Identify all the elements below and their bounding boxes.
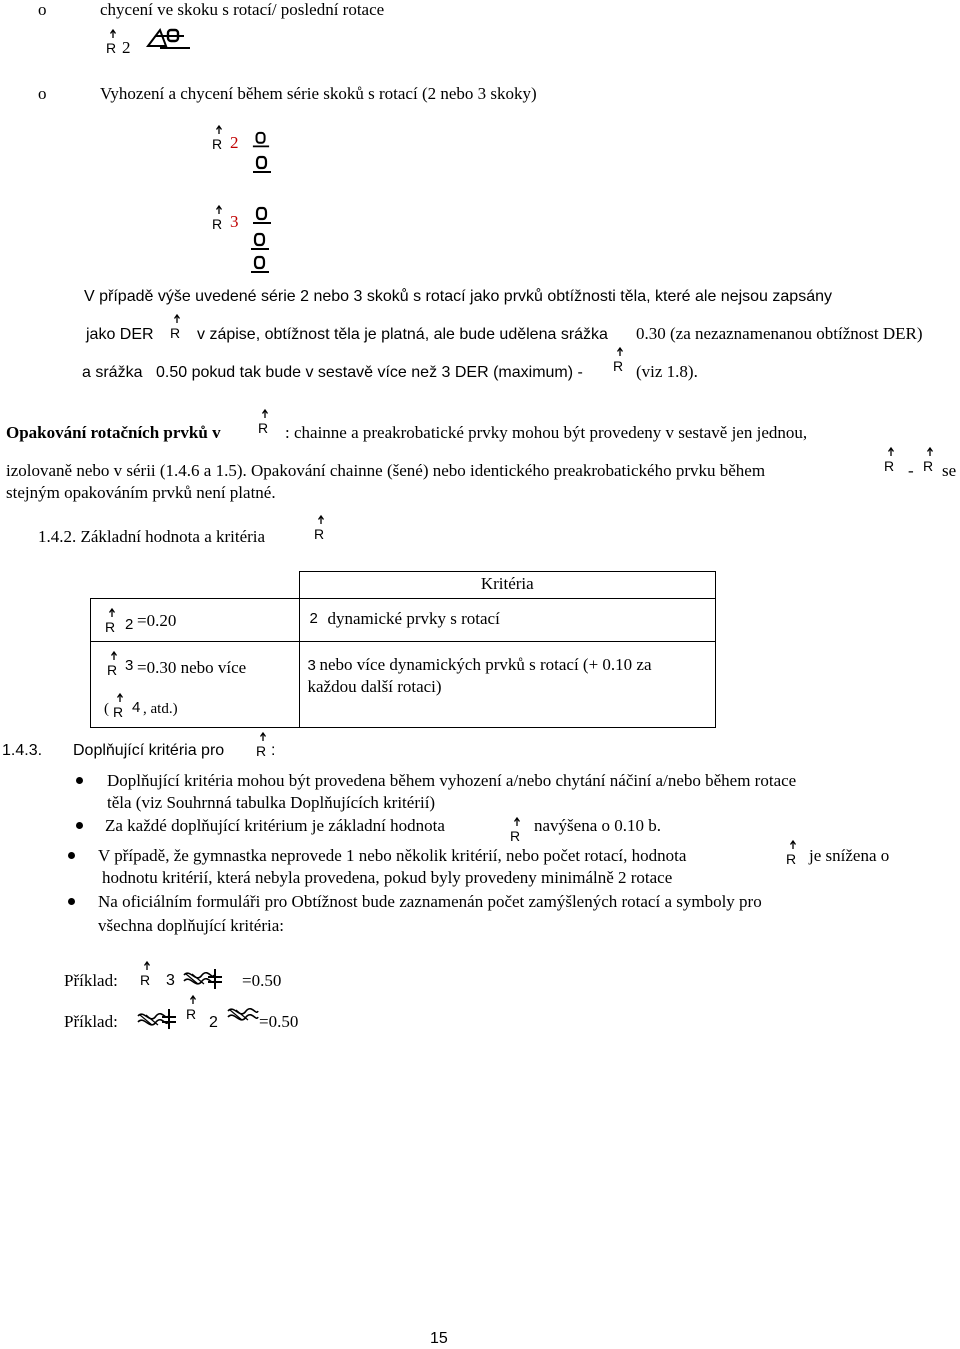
note-line: a srážka: [82, 364, 143, 381]
rotation-r-icon: [186, 996, 206, 1022]
rotation-count: 2: [125, 616, 134, 633]
paragraph-line: izolovaně nebo v sérii (1.4.6 a 1.5). Opakování chainne (šené) nebo identického preakrobatického prvku během: [6, 461, 766, 480]
rotation-r-icon: [113, 694, 133, 720]
paragraph-line: : chainne a preakrobatické prvky mohou být provedeny v sestavě jen jednou,: [285, 423, 808, 442]
rotation-r-icon: [884, 448, 904, 474]
criterion-count: 3: [307, 657, 316, 674]
rotation-count: 4: [132, 699, 141, 716]
note-line: v zápise, obtížnost těla je platná, ale bude udělena srážka: [197, 326, 608, 343]
rotation-count: 2: [230, 133, 239, 152]
rotation-count: 2: [209, 1014, 218, 1031]
section-heading: Opakování rotačních prvků v: [6, 423, 221, 442]
note-line: 0.50 pokud tak bude v sestavě více než 3 DER (maximum) -: [156, 364, 583, 381]
criterion-text: nebo více dynamických prvků s rotací (+ 0.10 za: [319, 655, 652, 674]
rotation-r-icon: [786, 841, 806, 867]
list-item-text: chycení ve skoku s rotací/ poslední rotace: [100, 0, 385, 19]
rotation-r-icon: [613, 348, 633, 374]
rotation-r-icon: [314, 516, 334, 542]
example-value: =0.50: [259, 1012, 299, 1031]
bullet-text: V případě, že gymnastka neprovede 1 nebo několik kritérií, nebo počet rotací, hodnota: [98, 846, 687, 865]
rotation-r-icon: [107, 652, 127, 678]
ribbon-icon: [228, 1006, 260, 1022]
criteria-header: Kritéria: [480, 574, 534, 593]
ball-icon: [252, 132, 270, 150]
table-row: [91, 599, 716, 642]
bullet-text: Za každé doplňující kritérium je základní hodnota: [105, 816, 445, 835]
rotation-r-icon: [212, 126, 232, 152]
criterion-text: dynamické prvky s rotací: [327, 609, 500, 628]
criterion-count: 2: [309, 610, 318, 627]
note-line: (viz 1.8).: [636, 362, 698, 381]
rotation-count: 2: [122, 38, 131, 57]
rotation-r-icon: [510, 818, 530, 844]
example-label: Příklad:: [64, 971, 118, 990]
base-value: =0.30 nebo více: [137, 658, 247, 677]
bullet: [68, 852, 75, 859]
rotation-r-icon: [212, 206, 232, 232]
colon: :: [271, 742, 276, 759]
ball-icon: [252, 208, 274, 226]
bullet: [76, 822, 83, 829]
page-number: 15: [430, 1330, 448, 1347]
section-number: 1.4.3.: [2, 742, 43, 759]
rotation-r-icon: [258, 410, 278, 436]
note-open: (: [104, 701, 109, 717]
bullet: [76, 777, 83, 784]
plus-criterion-icon: [208, 969, 224, 989]
list-item-text: Vyhození a chycení během série skoků s rotací (2 nebo 3 skoky): [100, 84, 537, 103]
bullet-text: Na oficiálním formuláři pro Obtížnost bude zaznamenán počet zamýšlených rotací a symboly pro: [98, 892, 762, 911]
rotation-r-icon: [923, 448, 943, 474]
ball-icon: [252, 157, 274, 175]
bullet-text: těla (viz Souhrnná tabulka Doplňujících kritérií): [107, 793, 436, 812]
rotation-count: 3: [125, 657, 134, 674]
note-line: jako DER: [86, 326, 154, 343]
throw-catch-icon: [146, 26, 196, 54]
note-line: 0.30 (za nezaznamenanou obtížnost DER): [636, 324, 923, 343]
rotation-count: 3: [166, 972, 175, 989]
rotation-r-icon: [170, 315, 190, 341]
dash: -: [908, 461, 914, 480]
plus-criterion-icon: [162, 1009, 178, 1029]
section-title: 1.4.2. Základní hodnota a kritéria: [38, 527, 266, 546]
list-marker: o: [38, 84, 47, 103]
rotation-r-icon: [140, 962, 160, 988]
bullet-text: Doplňující kritéria mohou být provedena během vyhození a/nebo chytání náčiní a/nebo během rotace: [107, 771, 797, 790]
paragraph-line: stejným opakováním prvků není platné.: [6, 483, 276, 502]
ball-icon: [250, 234, 272, 252]
criteria-table: [90, 571, 716, 728]
rotation-count: 3: [230, 212, 239, 231]
paragraph-line: se: [942, 461, 957, 480]
ball-icon: [250, 257, 272, 275]
rotation-r-icon: [105, 609, 125, 635]
base-value: =0.20: [137, 611, 177, 630]
section-title: Doplňující kritéria pro: [73, 742, 225, 759]
bullet-text: navýšena o 0.10 b.: [534, 816, 662, 835]
note-close: , atd.): [143, 701, 178, 717]
criterion-text: každou další rotaci): [307, 677, 442, 696]
bullet: [68, 898, 75, 905]
bullet-text: je snížena o: [809, 846, 890, 865]
table-header: [299, 572, 716, 599]
note-line: V případě výše uvedené série 2 nebo 3 skoků s rotací jako prvků obtížnosti těla, které ale nejsou zapsány: [84, 288, 832, 305]
table-row: [91, 642, 716, 728]
example-value: =0.50: [242, 971, 282, 990]
list-marker: o: [38, 0, 47, 19]
bullet-text: všechna doplňující kritéria:: [98, 916, 284, 935]
bullet-text: hodnotu kritérií, která nebyla provedena, pokud byly provedeny minimálně 2 rotace: [102, 868, 673, 887]
example-label: Příklad:: [64, 1012, 118, 1031]
